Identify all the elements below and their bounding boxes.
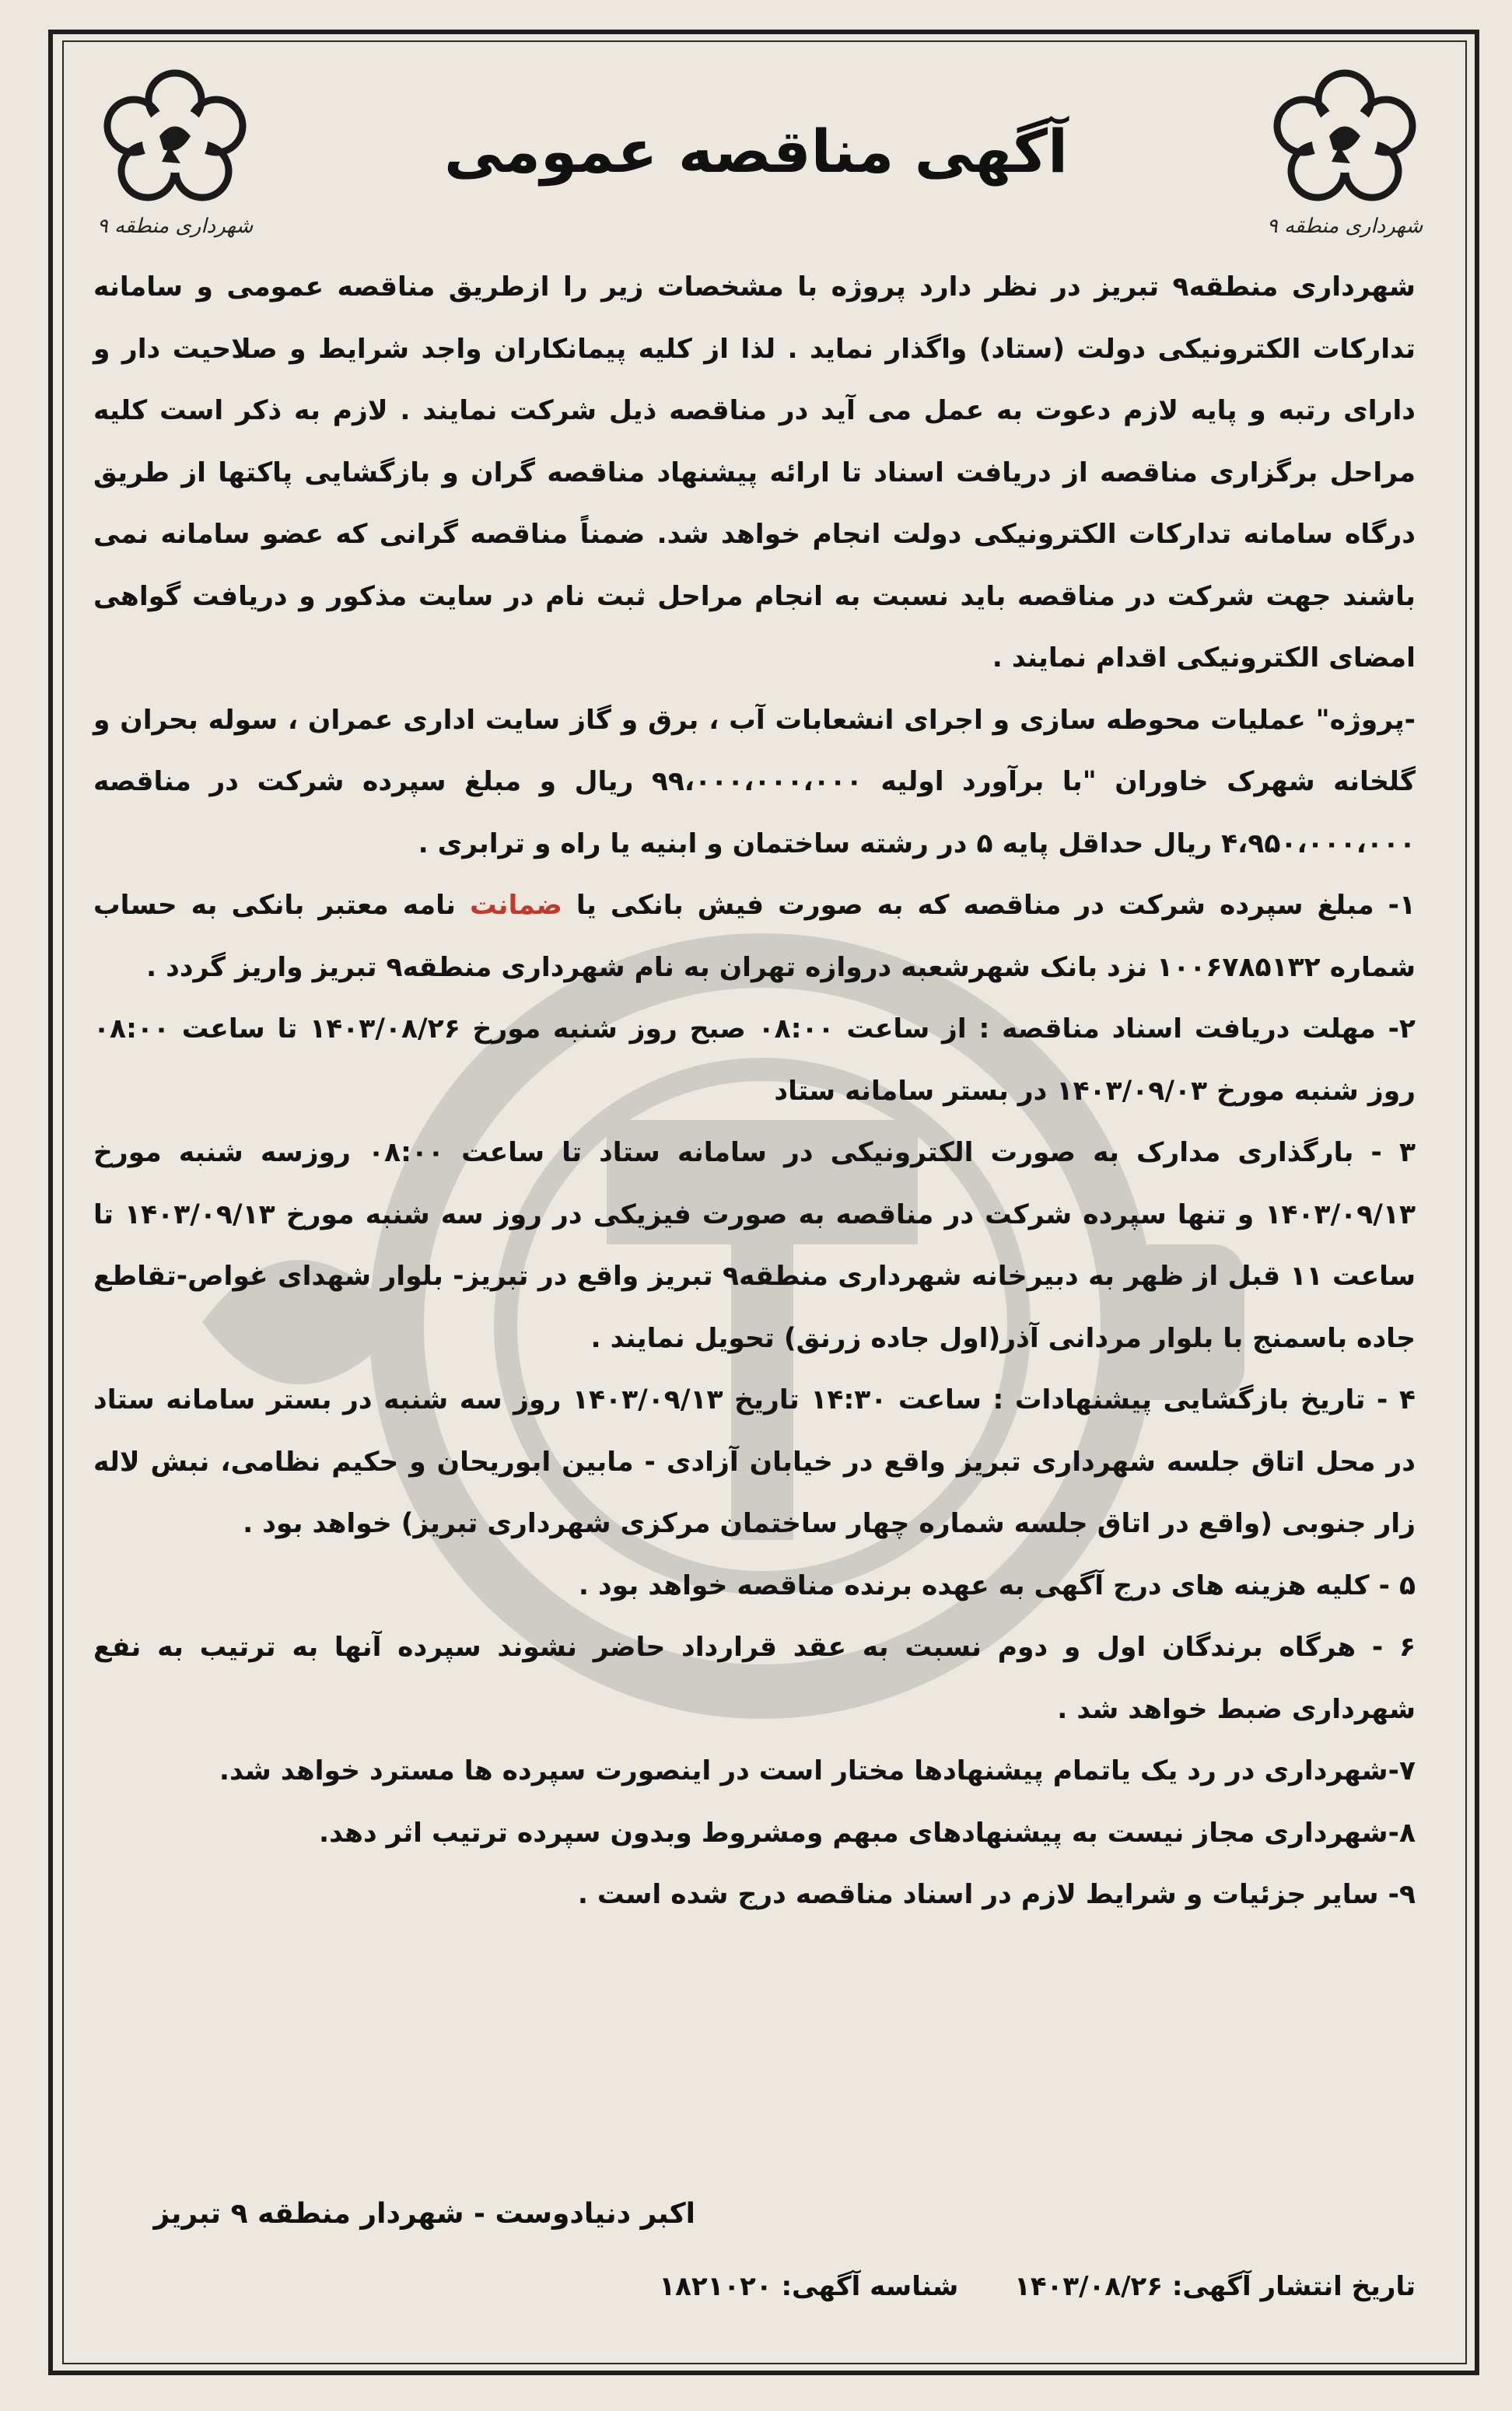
clause-6: ۶ - هرگاه برندگان اول و دوم نسبت به عقد قرارداد حاضر نشوند سپرده آنها به ترتیب به نفع شهرداری ضبط خواهد شد . [93, 1632, 1416, 1725]
clause-4: ۴ - تاریخ بازگشایی پیشنهادات : ساعت ۱۴:۳۰ تاریخ ۱۴۰۳/۰۹/۱۳ روز سه شنبه در بستر سامانه ستاد در محل اتاق جلسه شهرداری تبریز واقع در خیابان آزادی - مابین ابوریحان و حکیم نظامی، نبش لاله زار جنوبی (واقع در اتاق جلسه شماره چهار ساختمان مرکزی شهرداری تبریز) خواهد بود . [93, 1384, 1416, 1539]
page-title: آگهی مناقصه عمومی [443, 117, 1069, 186]
logo-caption: شهرداری منطقه ۹ [1266, 215, 1423, 238]
clause-3: ۳ - بارگذاری مدارک به صورت الکترونیکی در سامانه ستاد تا ساعت ۰۸:۰۰ روزسه شنبه مورخ ۱۴۰۳/۰۹/۱۳ و تنها سپرده شرکت در مناقصه به صورت فیزیکی در روز سه شنبه مورخ ۱۴۰۳/۰۹/۱۳ تا ساعت ۱۱ قبل از ظهر به دبیرخانه شهرداری منطقه۹ تبریز واقع در تبریز- بلوار شهدای غواص-تقاطع جاده باسمنج با بلوار مردانی آذر(اول جاده زرنق) تحویل نمایند . [93, 1137, 1416, 1354]
clause-7: ۷-شهرداری در رد یک یاتمام پیشنهادها مختار است در اینصورت سپرده ها مسترد خواهد شد. [219, 1755, 1416, 1786]
clause-9: ۹- سایر جزئیات و شرایط لازم در اسناد مناقصه درج شده است . [577, 1879, 1416, 1910]
clause-8: ۸-شهرداری مجاز نیست به پیشنهادهای مبهم ومشروط وبدون سپرده ترتیب اثر دهد. [319, 1817, 1416, 1849]
clause-5: ۵ - کلیه هزینه های درج آگهی به عهده برنده مناقصه خواهد بود . [578, 1569, 1416, 1601]
publish-date: تاریخ انتشار آگهی: ۱۴۰۳/۰۸/۲۶ [1014, 2271, 1416, 2302]
project-paragraph: -پروژه" عملیات محوطه سازی و اجرای انشعابات آب ، برق و گاز سایت اداری عمران ، سوله بحران و گلخانه شهرک خاوران "با برآورد اولیه ۹۹،۰۰۰،۰۰۰،۰۰۰ ریال و مبلغ سپرده شرکت در مناقصه ۴،۹۵۰،۰۰۰،۰۰۰ ریال حداقل پایه ۵ در رشته ساختمان و ابنیه یا راه و ترابری . [93, 704, 1416, 859]
intro-paragraph: شهرداری منطقه۹ تبریز در نظر دارد پروژه با مشخصات زیر را ازطریق مناقصه عمومی و سامانه تدارکات الکترونیکی دولت (ستاد) واگذار نماید . لذا از کلیه پیمانکاران واجد شرایط و صلاحیت دار و دارای رتبه و پایه لازم دعوت به عمل می آید در مناقصه ذیل شرکت نمایند . لازم به ذکر است کلیه مراحل برگزاری مناقصه از دریافت اسناد تا ارائه پیشنهاد مناقصه گران و بازگشایی پاکتها از طریق درگاه سامانه تدارکات الکترونیکی دولت انجام خواهد شد. ضمناً مناقصه گرانی که عضو سامانه نمی باشند جهت شرکت در مناقصه باید نسبت به انجام مراحل ثبت نام در سایت مذکور و دریافت گواهی امضای الکترونیکی اقدام نمایند . [93, 271, 1416, 674]
clause-1 [93, 875, 1416, 999]
clause-1-text: ۱- مبلغ سپرده شرکت در مناقصه که به صورت فیش بانکی یا [562, 890, 1416, 921]
tender-notice-body [93, 257, 1416, 1926]
clause-1-text-end: نامه معتبر بانکی به حساب شماره ۱۰۰۶۷۸۵۱۳۲ نزد بانک شهرشعبه دروازه تهران به نام شهرداری منطقه۹ تبریز واریز گردد . [93, 890, 1416, 983]
signer-name: اکبر دنیادوست - شهردار منطقه ۹ تبریز [153, 2198, 695, 2230]
clause-1-highlight: ضمانت [470, 890, 562, 921]
logo-caption: شهرداری منطقه ۹ [96, 215, 254, 238]
footer [93, 2271, 1416, 2302]
clause-2: ۲- مهلت دریافت اسناد مناقصه : از ساعت ۰۸:۰۰ صبح روز شنبه مورخ ۱۴۰۳/۰۸/۲۶ تا ساعت ۰۸:۰۰ روز شنبه مورخ ۱۴۰۳/۰۹/۰۳ در بستر سامانه ستاد [93, 1013, 1416, 1107]
ad-id: شناسه آگهی: ۱۸۲۱۰۲۰ [659, 2271, 959, 2302]
